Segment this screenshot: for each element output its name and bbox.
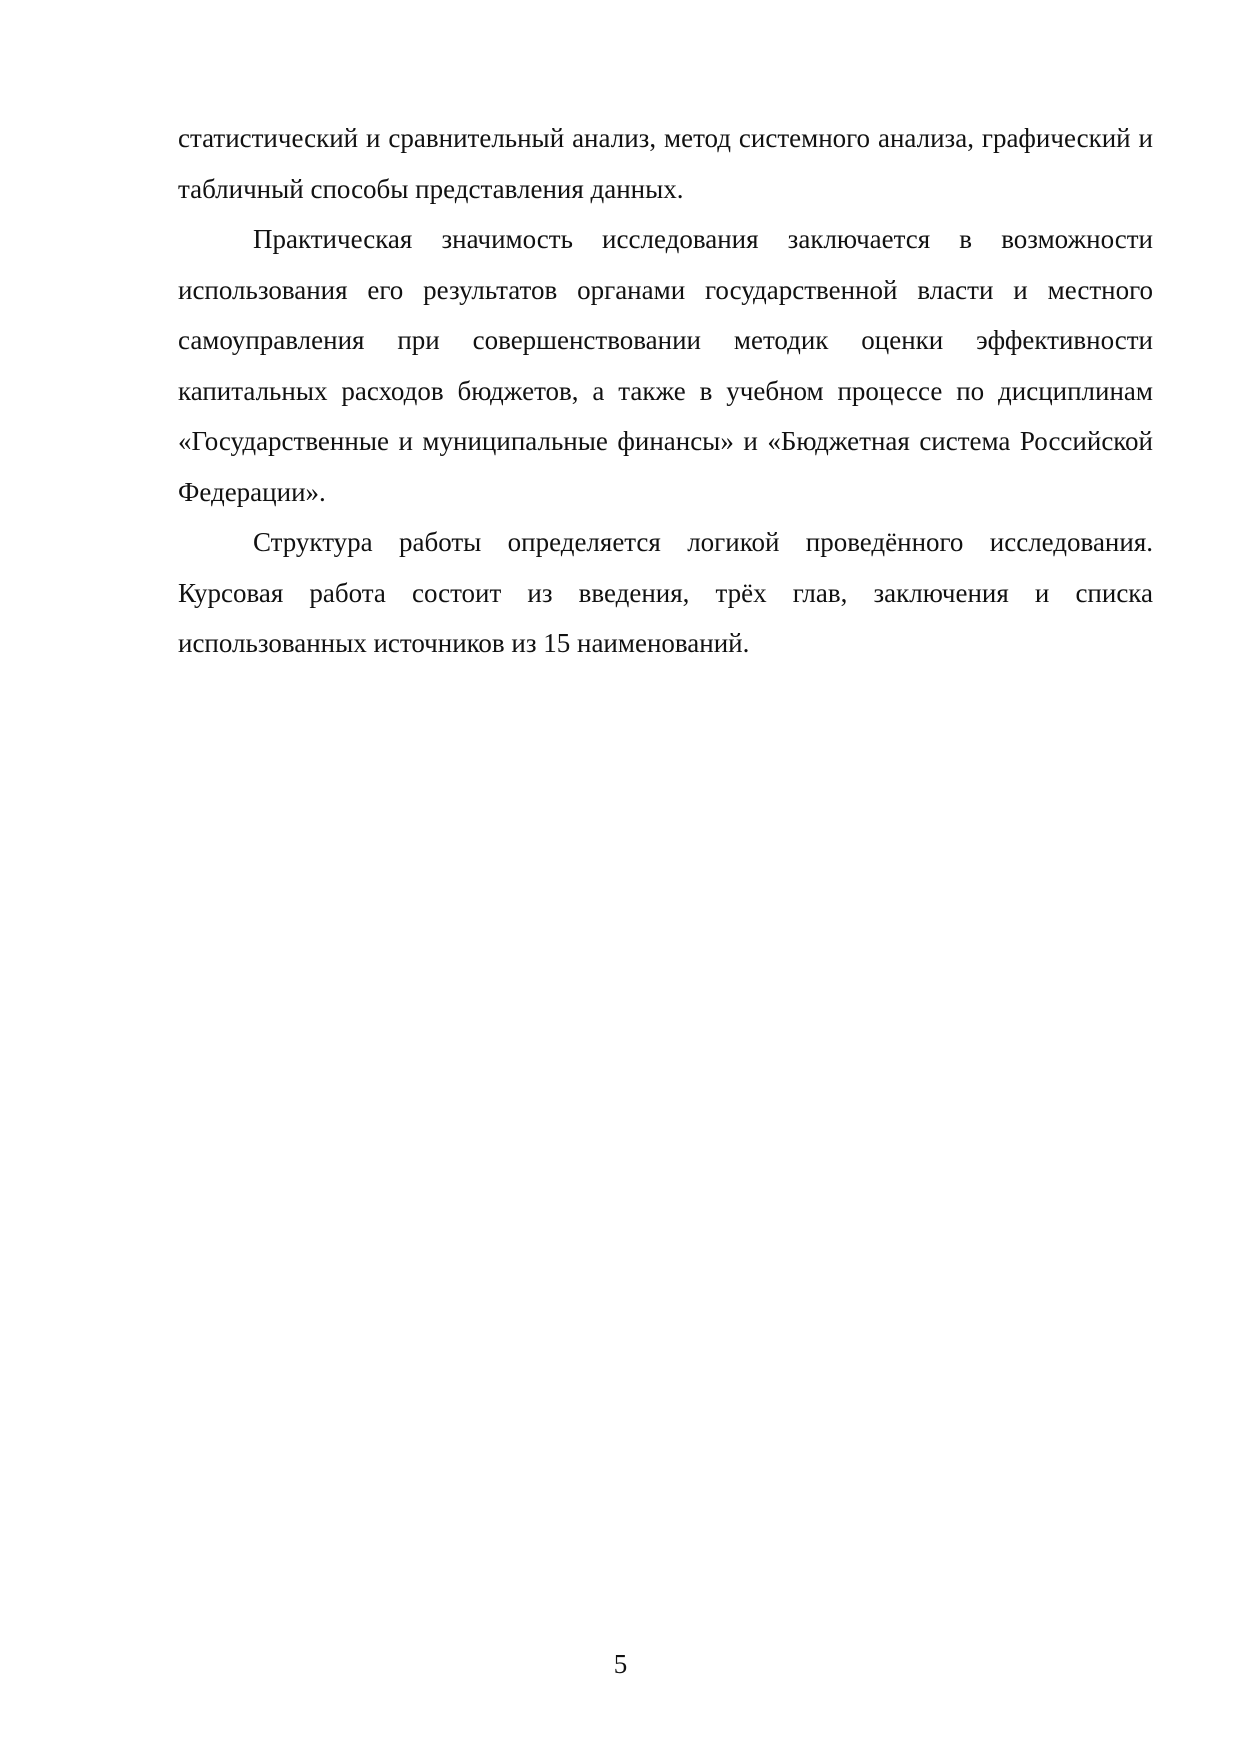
page-number: 5	[613, 1649, 628, 1679]
document-body	[178, 113, 1153, 669]
paragraph-practical-significance: Практическая значимость исследования заключается в возможности использования его результатов органами государственной власти и местного самоуправления при совершенствовании методик оценки эффективности капитальных расходов бюджетов, а также в учебном процессе по дисциплинам «Государственные и муниципальные финансы» и «Бюджетная система Российской Федерации».	[178, 224, 1153, 507]
paragraph-work-structure: Структура работы определяется логикой проведённого исследования. Курсовая работа состоит из введения, трёх глав, заключения и списка использованных источников из 15 наименований.	[178, 527, 1153, 658]
paragraph-methods-continuation: статистический и сравнительный анализ, метод системного анализа, графический и табличный способы представления данных.	[178, 123, 1153, 204]
